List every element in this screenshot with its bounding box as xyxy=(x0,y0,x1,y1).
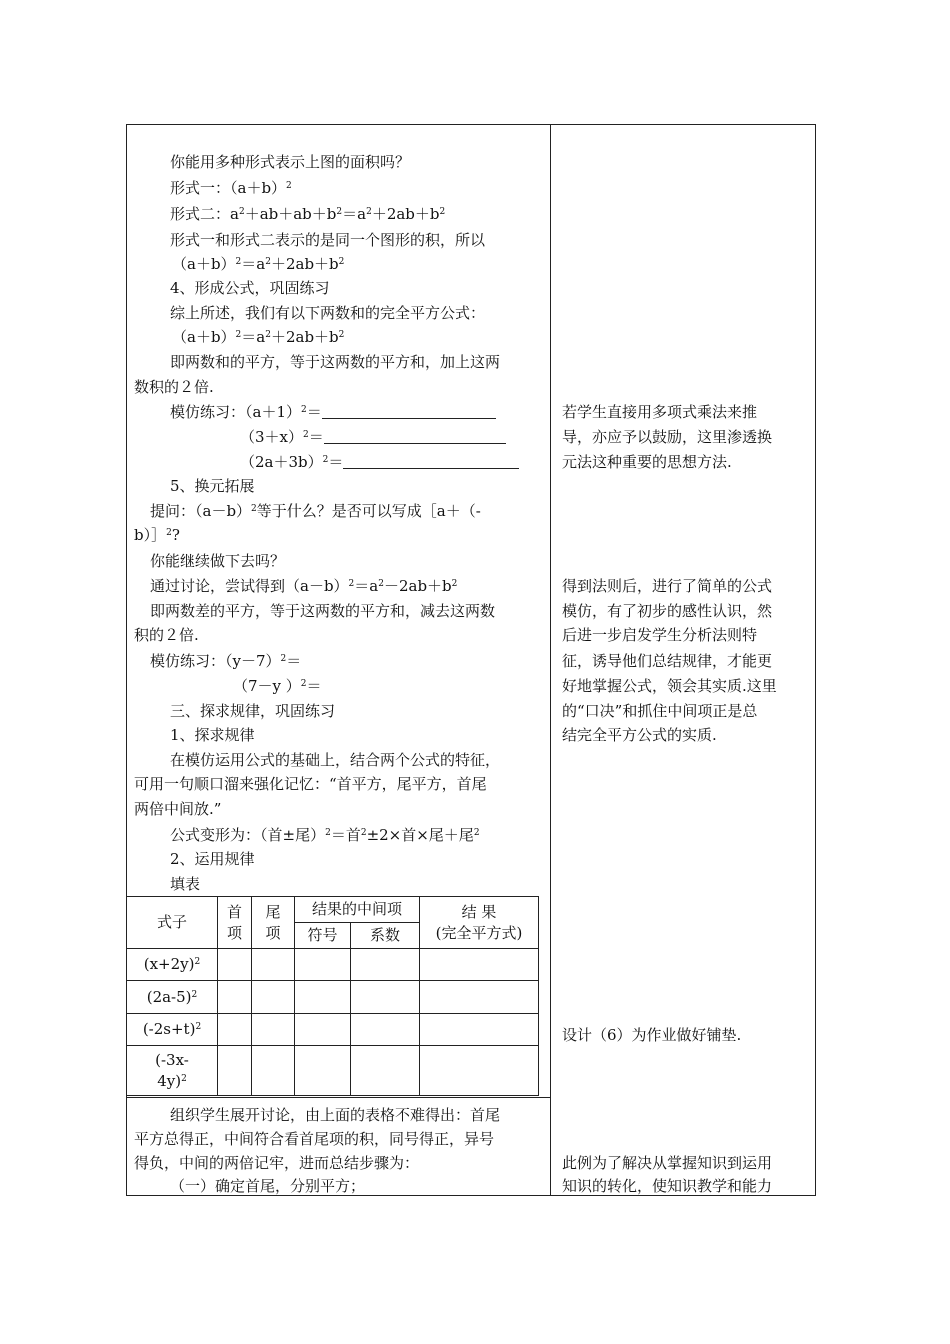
answer-cell[interactable] xyxy=(295,1014,351,1046)
note-1-line1: 若学生直接用多项式乘法来推 xyxy=(562,403,758,421)
exponent: 2 xyxy=(303,430,309,440)
expression-text: (2a-5) xyxy=(146,987,192,1006)
question-part: b）］ xyxy=(134,526,167,544)
table-row xyxy=(127,1014,539,1046)
exponent: 2 xyxy=(251,504,257,514)
question-part: 提问：（a－b） xyxy=(150,502,252,520)
note-2-line5: 好地掌握公式，领会其实质.这里 xyxy=(562,677,777,695)
subsection-1-heading: 1、探求规律 xyxy=(170,726,255,744)
expression-text: (x+2y) xyxy=(143,955,195,973)
equals-sign: ＝ xyxy=(286,652,302,670)
answer-cell[interactable] xyxy=(351,1046,420,1096)
section-5-heading: 5、换元拓展 xyxy=(170,477,255,495)
exponent: 2 xyxy=(265,330,271,340)
conclusion-line1: 组织学生展开讨论，由上面的表格不难得出：首尾 xyxy=(170,1106,501,1124)
practice-text: （3＋x） xyxy=(240,428,304,446)
note-2-line6: 的“口决”和抓住中间项正是总 xyxy=(562,702,758,720)
answer-cell[interactable] xyxy=(351,981,420,1014)
question-line1 xyxy=(150,500,481,522)
formula-part: ＝a xyxy=(354,577,379,595)
formula-sum-2 xyxy=(172,326,344,348)
formula-part: ＋2ab＋b xyxy=(270,255,339,273)
column-divider xyxy=(550,124,551,1196)
answer-blank[interactable] xyxy=(322,404,496,419)
section-3-heading: 三、探求规律，巩固练习 xyxy=(170,702,336,720)
exponent: 2 xyxy=(301,405,307,415)
header-text: 项 xyxy=(226,923,242,942)
form-one xyxy=(170,177,292,199)
exponent: 2 xyxy=(300,679,307,689)
answer-cell[interactable] xyxy=(420,1014,539,1046)
form-one-text: 形式一：（a＋b） xyxy=(170,179,287,197)
exponent: 2 xyxy=(238,207,245,217)
note-4-line1: 此例为了解决从掌握知识到运用 xyxy=(562,1154,773,1172)
question-line2 xyxy=(134,524,180,546)
note-1-line2: 导，亦应予以鼓励，这里渗透换 xyxy=(562,428,773,446)
expression-text: 4y) xyxy=(157,1071,182,1090)
section-4-heading: 4、形成公式，巩固练习 xyxy=(170,279,330,297)
exponent: 2 xyxy=(194,957,201,967)
exponent: 2 xyxy=(439,207,446,217)
discussion-formula xyxy=(150,575,457,597)
question-part: ? xyxy=(171,526,180,544)
meaning-diff-line2: 积的２倍. xyxy=(134,626,199,644)
same-area-text: 形式一和形式二表示的是同一个图形的积，所以 xyxy=(170,231,486,249)
exponent: 2 xyxy=(265,257,271,267)
header-expression: 式子 xyxy=(127,897,218,949)
note-3: 设计（6）为作业做好铺垫. xyxy=(562,1026,742,1044)
exponent: 2 xyxy=(325,828,331,838)
exponent: 2 xyxy=(195,1022,202,1032)
exponent: 2 xyxy=(286,181,292,191)
answer-cell[interactable] xyxy=(420,1046,539,1096)
exponent: 2 xyxy=(322,455,329,465)
answer-cell[interactable] xyxy=(252,949,295,981)
exponent: 2 xyxy=(280,654,287,664)
note-1-line3: 元法这种重要的思想方法. xyxy=(562,453,732,471)
practice-1c xyxy=(240,451,519,473)
formula-part: 通过讨论，尝试得到（a－b） xyxy=(150,577,349,595)
fill-table-label: 填表 xyxy=(170,875,201,893)
fill-table xyxy=(126,896,539,1096)
expression-text: (-3x- xyxy=(155,1050,189,1069)
equals-sign: ＝ xyxy=(308,428,324,446)
rule-line1: 在模仿运用公式的基础上，结合两个公式的特征， xyxy=(170,751,501,769)
form-two-part: ＋2ab＋b xyxy=(371,205,440,223)
expression-text: (-2s+t) xyxy=(142,1020,196,1038)
answer-cell[interactable] xyxy=(218,1046,252,1096)
exponent: 2 xyxy=(235,330,242,340)
formula-part: （a＋b） xyxy=(172,328,236,346)
formula-transform xyxy=(170,824,480,846)
step-one: （一）确定首尾，分别平方； xyxy=(170,1177,366,1195)
exponent: 2 xyxy=(181,1073,187,1084)
table-row xyxy=(127,1046,539,1096)
equals-sign: ＝ xyxy=(306,403,322,421)
header-result xyxy=(420,897,539,949)
conclusion-line3: 得负，中间的两倍记牢，进而总结步骤为： xyxy=(134,1154,420,1172)
note-4-line2: 知识的转化，使知识教学和能力 xyxy=(562,1177,773,1195)
expression-cell xyxy=(127,949,218,981)
formula-sum-1 xyxy=(172,253,344,275)
answer-cell[interactable] xyxy=(420,949,539,981)
equals-sign: ＝ xyxy=(328,453,344,471)
form-two-part: ＝a xyxy=(342,205,367,223)
answer-cell[interactable] xyxy=(252,1014,295,1046)
practice-text: 模仿练习：（a＋1） xyxy=(170,403,301,421)
exponent: 2 xyxy=(378,579,384,589)
header-text: 项 xyxy=(265,923,281,942)
question-part: 等于什么？是否可以写成［a＋（- xyxy=(256,502,481,520)
exponent: 2 xyxy=(366,207,372,217)
expression-cell xyxy=(127,1014,218,1046)
exponent: 2 xyxy=(338,257,345,267)
formula-part: ±2×首×尾＋尾 xyxy=(366,826,474,844)
practice-1a xyxy=(170,401,496,423)
answer-cell[interactable] xyxy=(218,1014,252,1046)
answer-cell[interactable] xyxy=(295,1046,351,1096)
expression-cell xyxy=(127,1046,218,1096)
header-text: 首 xyxy=(226,902,242,921)
rule-line2: 可用一句顺口溜来强化记忆：“首平方，尾平方，首尾 xyxy=(134,775,487,793)
answer-blank[interactable] xyxy=(343,454,519,469)
header-text: 尾 xyxy=(265,902,281,921)
practice-2b xyxy=(233,675,322,697)
continue-question: 你能继续做下去吗？ xyxy=(150,552,286,570)
answer-cell[interactable] xyxy=(218,949,252,981)
table-row xyxy=(127,981,539,1014)
answer-cell[interactable] xyxy=(420,981,539,1014)
practice-1b xyxy=(240,426,506,448)
answer-cell[interactable] xyxy=(252,1046,295,1096)
fill-table-wrapper xyxy=(126,896,539,1096)
meaning-sum-line1: 即两数和的平方，等于这两数的平方和，加上这两 xyxy=(170,353,501,371)
header-sign: 符号 xyxy=(295,923,351,949)
exponent: 2 xyxy=(473,828,480,838)
header-middle-term: 结果的中间项 xyxy=(295,897,420,923)
answer-cell[interactable] xyxy=(351,1014,420,1046)
header-text: 结 果 xyxy=(461,902,497,921)
answer-cell[interactable] xyxy=(218,981,252,1014)
exponent: 2 xyxy=(336,207,343,217)
meaning-diff-line1: 即两数差的平方，等于这两数的平方和，减去这两数 xyxy=(150,602,496,620)
exponent: 2 xyxy=(360,828,367,838)
form-two-part: 形式二：a xyxy=(170,205,239,223)
answer-cell[interactable] xyxy=(252,981,295,1014)
practice-text: （2a＋3b） xyxy=(240,453,323,471)
note-2-line4: 征，诱导他们总结规律，才能更 xyxy=(562,652,773,670)
table-row xyxy=(127,949,539,981)
exponent: 2 xyxy=(166,528,172,538)
subsection-2-heading: 2、运用规律 xyxy=(170,850,255,868)
header-coefficient: 系数 xyxy=(351,923,420,949)
formula-part: （a＋b） xyxy=(172,255,236,273)
answer-cell[interactable] xyxy=(295,981,351,1014)
exponent: 2 xyxy=(235,257,242,267)
practice-2a xyxy=(150,650,301,672)
formula-part: ＋2ab＋b xyxy=(270,328,339,346)
formula-part: －2ab＋b xyxy=(383,577,452,595)
form-two-part: ＋ab＋ab＋b xyxy=(244,205,337,223)
header-text: (完全平方式) xyxy=(435,923,523,942)
rule-line3: 两倍中间放.” xyxy=(134,800,222,818)
form-two xyxy=(170,203,445,225)
note-2-line3: 后进一步启发学生分析法则特 xyxy=(562,626,758,644)
answer-cell[interactable] xyxy=(295,949,351,981)
note-2-line7: 结完全平方公式的实质. xyxy=(562,726,717,744)
answer-cell[interactable] xyxy=(351,949,420,981)
exponent: 2 xyxy=(191,989,198,1000)
formula-part: 公式变形为：（首±尾） xyxy=(170,826,326,844)
question-forms: 你能用多种形式表示上图的面积吗？ xyxy=(170,153,411,171)
formula-part: ＝a xyxy=(241,328,266,346)
summary-text: 综上所述，我们有以下两数和的完全平方公式： xyxy=(170,304,486,322)
practice-text: 模仿练习：（y－7） xyxy=(150,652,281,670)
formula-part: ＝首 xyxy=(330,826,361,844)
note-2-line1: 得到法则后，进行了简单的公式 xyxy=(562,577,773,595)
header-first-term xyxy=(218,897,252,949)
equals-sign: ＝ xyxy=(306,677,322,695)
exponent: 2 xyxy=(451,579,458,589)
formula-part: ＝a xyxy=(241,255,266,273)
note-2-line2: 模仿，有了初步的感性认识，然 xyxy=(562,602,773,620)
conclusion-line2: 平方总得正，中间符合看首尾项的积，同号得正，异号 xyxy=(134,1130,495,1148)
exponent: 2 xyxy=(338,330,345,340)
header-last-term xyxy=(252,897,295,949)
row-divider xyxy=(126,1097,551,1098)
practice-text: （7－y ） xyxy=(233,677,301,695)
exponent: 2 xyxy=(348,579,355,589)
meaning-sum-line2: 数积的２倍. xyxy=(134,378,214,396)
expression-cell xyxy=(127,981,218,1014)
answer-blank[interactable] xyxy=(324,429,506,444)
